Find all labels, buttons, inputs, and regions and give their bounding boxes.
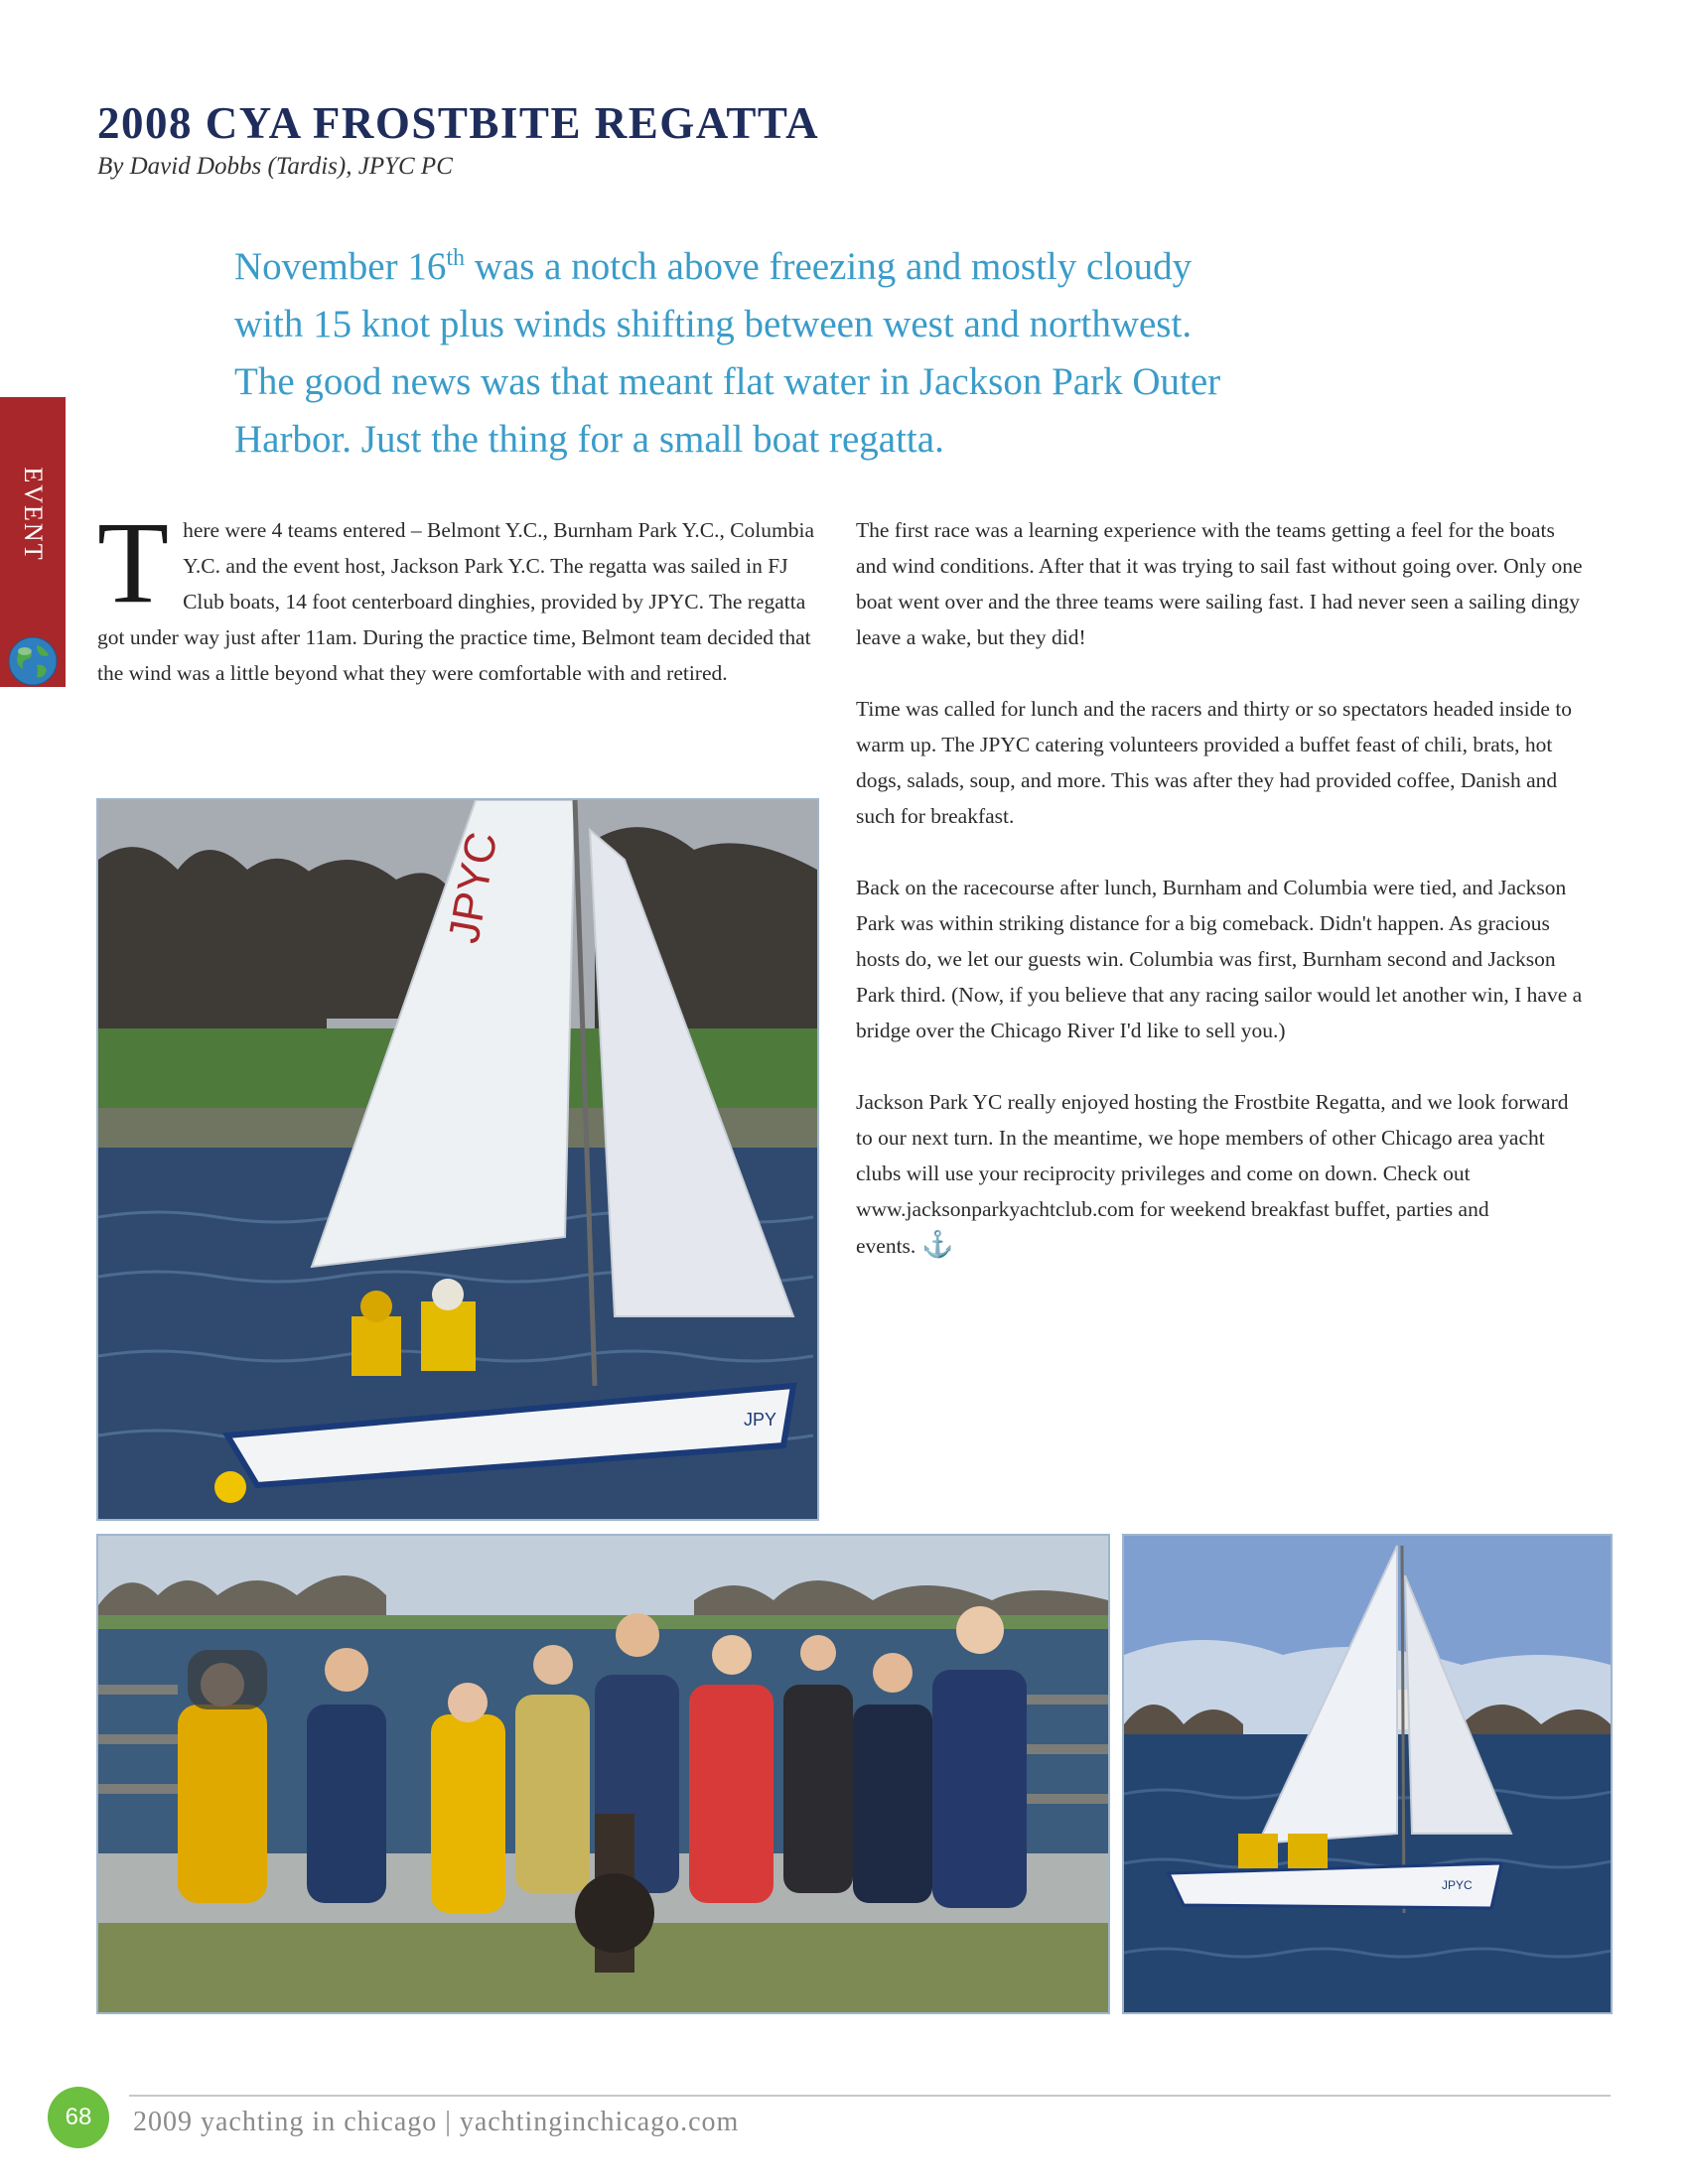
hull-text: JPY <box>744 1410 777 1430</box>
paragraph: Back on the racecourse after lunch, Burnham and Columbia were tied, and Jackson Park was within striking distance for a big comeback. Didn't happen. As gracious hosts do, we let our guests win. Columbia was first, Burnham second and Jackson Park third. (Now, if you believe that any racing sailor would let another win, I have a bridge over the Chicago River I'd like to sell you.) <box>856 876 1583 1042</box>
photo-group-sailors <box>96 1534 1110 2014</box>
lead-line-1-end: was a notch above freezing and mostly cloudy <box>465 245 1193 288</box>
lead-paragraph <box>234 238 1476 469</box>
footer-divider <box>129 2095 1611 2097</box>
paragraph: The first race was a learning experience with the teams getting a feel for the boats and wind conditions. After that it was trying to sail fast without going over. Only one boat went over and the three teams were sailing fast. I had never seen a sailing dingy leave a wake, but they did! <box>856 518 1583 649</box>
paragraph: here were 4 teams entered – Belmont Y.C., Burnham Park Y.C., Columbia Y.C. and the event host, Jackson Park Y.C. The regatta was sailed in FJ Club boats, 14 foot centerboard dinghies, provided by JPYC. The regatta got under way just after 11am. During the practice time, Belmont team decided that the wind was a little beyond what they were comfortable with and retired. <box>97 518 815 685</box>
sail-number: JPYC <box>439 828 507 947</box>
anchor-icon: ⚓ <box>921 1230 954 1259</box>
paragraph <box>856 1084 1589 1264</box>
photo-sailboat-harbor <box>1122 1534 1613 2014</box>
lead-line-4: Harbor. Just the thing for a small boat regatta. <box>234 418 944 461</box>
page-number: 68 <box>48 2087 109 2148</box>
section-tab-label: EVENT <box>19 467 48 562</box>
lead-line-2: with 15 knot plus winds shifting between west and northwest. <box>234 303 1193 345</box>
paragraph: Time was called for lunch and the racers and thirty or so spectators headed inside to warm up. The JPYC catering volunteers provided a buffet feast of chili, brats, hot dogs, salads, soup, and more. This was after they had provided coffee, Danish and such for breakfast. <box>856 697 1573 828</box>
paragraph-text: Jackson Park YC really enjoyed hosting the Frostbite Regatta, and we look forward to our next turn. In the meantime, we hope members of other Chicago area yacht clubs will use your reciprocity privileges and come on down. Check out www.jacksonparkyachtclub.com for weekend breakfast buffet, parties and events. <box>856 1090 1569 1258</box>
photo-sailboat-closeup <box>96 798 819 1521</box>
byline: By David Dobbs (Tardis), JPYC PC <box>97 153 453 180</box>
lead-superscript: th <box>446 245 466 271</box>
column-right <box>856 512 1589 1264</box>
footer-text: 2009 yachting in chicago | yachtinginchicago.com <box>133 2107 740 2137</box>
lead-line-1 <box>234 238 1476 296</box>
column-left <box>97 497 820 691</box>
globe-icon <box>7 635 59 687</box>
drop-cap: T <box>97 497 170 627</box>
article-title: 2008 CYA FROSTBITE REGATTA <box>97 98 820 148</box>
hull-text: JPYC <box>1442 1878 1473 1892</box>
lead-line-3: The good news was that meant flat water in Jackson Park Outer <box>234 360 1221 403</box>
lead-line-1-start: November 16 <box>234 245 447 288</box>
